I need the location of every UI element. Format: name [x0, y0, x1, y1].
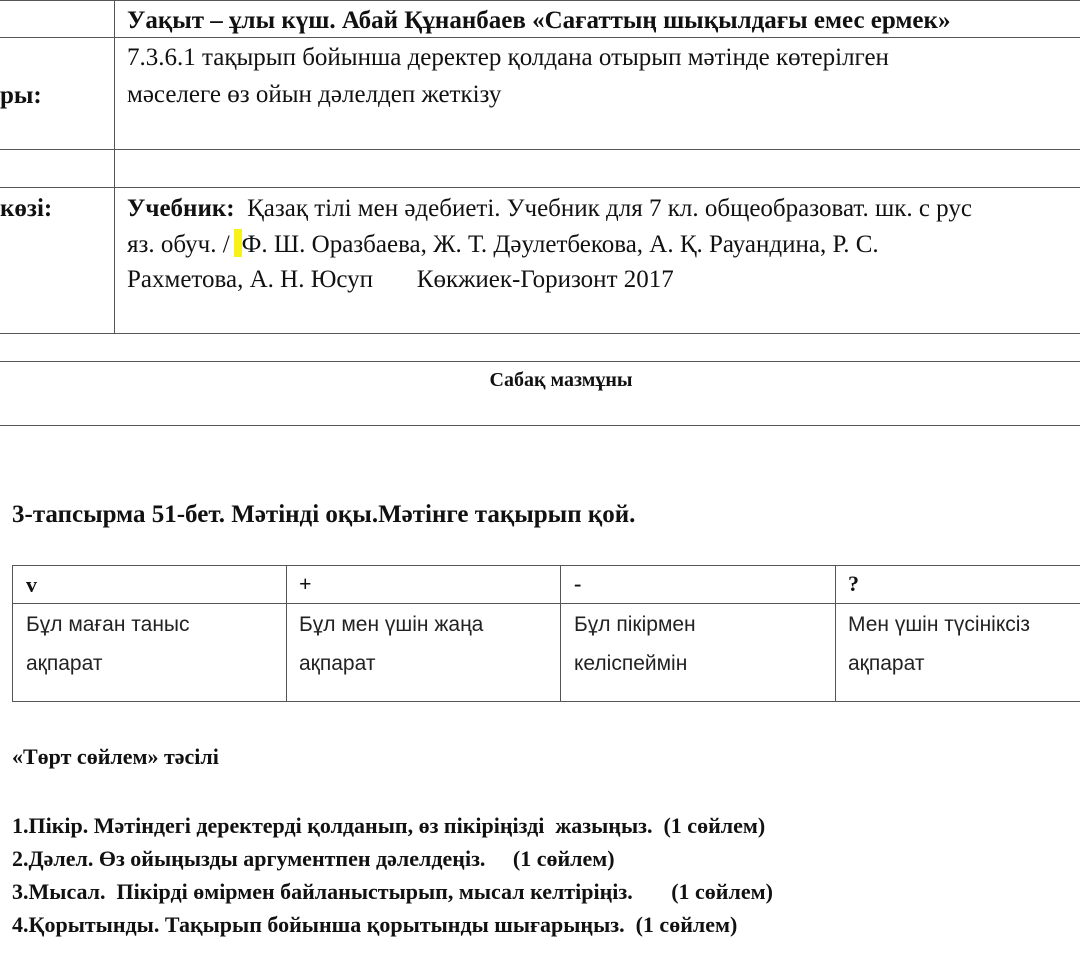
table-border — [0, 187, 1080, 188]
table-border — [560, 565, 561, 702]
row-label: көзі: — [0, 195, 53, 222]
text-highlight — [234, 229, 242, 257]
insert-description: ақпарат — [848, 652, 925, 675]
table-border — [286, 565, 287, 702]
table-border — [0, 333, 1080, 334]
resource-text: Ф. Ш. Оразбаева, Ж. Т. Дәулетбекова, А. Қ. Рауандина, Р. С. — [241, 231, 879, 258]
table-border — [12, 565, 13, 702]
resource-text: Қазақ тілі мен әдебиеті. Учебник для 7 кл. общеобразоват. шк. с рус — [247, 195, 972, 222]
resource-prefix: Учебник: — [127, 195, 235, 222]
table-border — [0, 0, 1080, 1]
method-step: 2.Дәлел. Өз ойыңызды аргументпен дәлелдеңіз. (1 сөйлем) — [12, 846, 615, 871]
table-border — [0, 149, 1080, 150]
insert-symbol-question: ? — [848, 571, 859, 596]
learning-objective-line: 7.3.6.1 тақырып бойынша деректер қолдана отырып мәтінде көтерілген — [127, 44, 889, 71]
table-border — [114, 0, 115, 334]
row-label: ры: — [0, 82, 42, 109]
learning-objective-line: мәселеге өз ойын дәлелдеп жеткізу — [127, 81, 502, 108]
table-border — [835, 565, 836, 702]
insert-symbol-plus: + — [299, 571, 312, 596]
table-border — [12, 603, 1080, 604]
section-border — [0, 361, 1080, 362]
resource-line — [127, 191, 972, 227]
resource-text: яз. обуч. / — [127, 231, 230, 258]
section-border — [0, 425, 1080, 426]
insert-description: келіспеймін — [574, 652, 688, 675]
insert-description: ақпарат — [26, 652, 103, 675]
insert-symbol-minus: - — [574, 571, 582, 596]
insert-symbol-check: v — [26, 572, 37, 597]
method-step: 4.Қорытынды. Тақырып бойынша қорытынды шығарыңыз. (1 сөйлем) — [12, 912, 738, 937]
insert-description: Мен үшін түсініксіз — [848, 613, 1031, 636]
method-step: 1.Пікір. Мәтіндегі деректерді қолданып, өз пікіріңізді жазыңыз. (1 сөйлем) — [12, 813, 766, 838]
resource-line: Рахметова, А. Н. Юсуп Көкжиек-Горизонт 2017 — [127, 266, 674, 293]
method-title: «Төрт сөйлем» тәсілі — [12, 744, 219, 769]
insert-description: Бұл маған таныс — [26, 613, 190, 636]
table-border — [12, 701, 1080, 702]
insert-description: Бұл пікірмен — [574, 613, 696, 636]
table-border — [12, 565, 1080, 566]
insert-description: ақпарат — [299, 652, 376, 675]
lesson-content-title: Сабақ мазмұны — [489, 369, 633, 391]
resource-line — [127, 227, 879, 263]
insert-description: Бұл мен үшін жаңа — [299, 613, 484, 636]
lesson-topic: Уақыт – ұлы күш. Абай Құнанбаев «Сағаттың шықылдағы емес ермек» — [127, 7, 951, 34]
method-step: 3.Мысал. Пікірді өмірмен байланыстырып, мысал келтіріңіз. (1 сөйлем) — [12, 879, 773, 904]
task-heading: 3-тапсырма 51-бет. Мәтінді оқы.Мәтінге тақырып қой. — [12, 501, 636, 528]
